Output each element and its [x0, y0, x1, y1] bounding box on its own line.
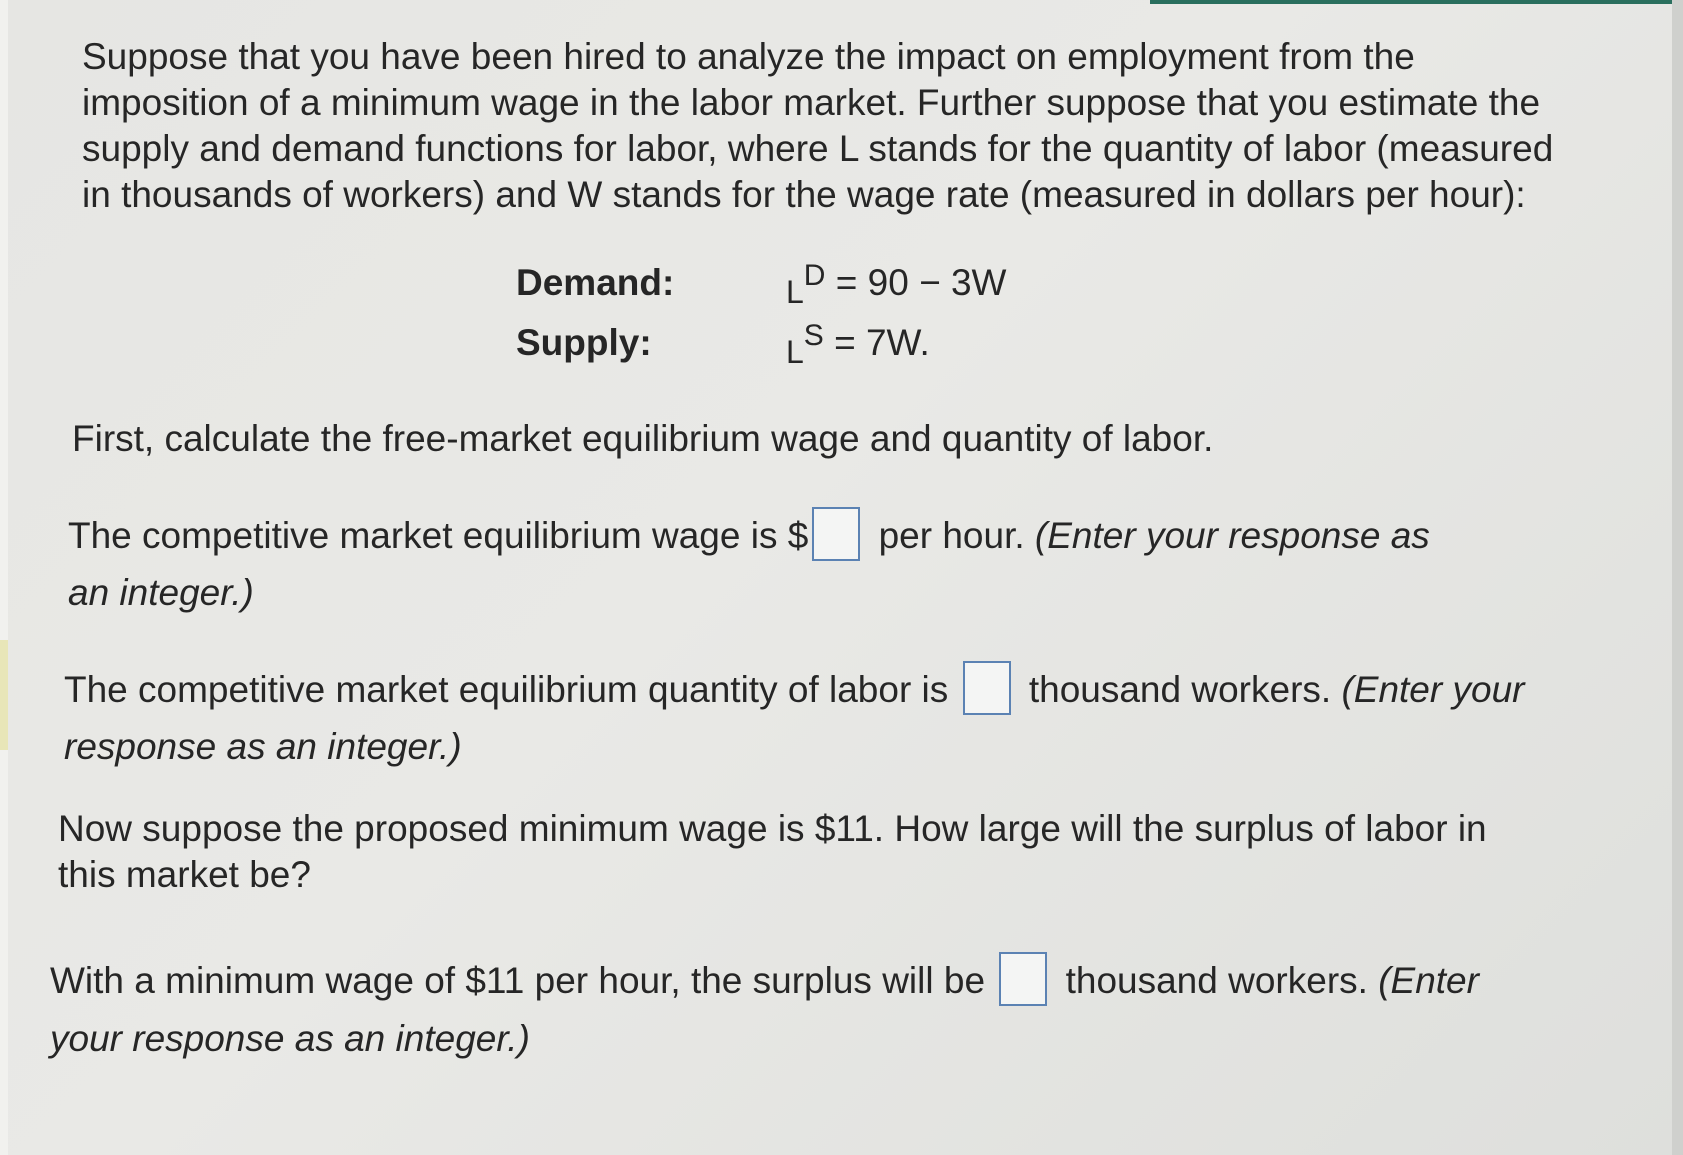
q1-line-1 — [68, 508, 1430, 565]
supply-rhs: = 7W. — [823, 322, 930, 363]
q3-line-1 — [50, 952, 1479, 1010]
intro-line-3: supply and demand functions for labor, where L stands for the quantity of labor (measured — [82, 128, 1554, 169]
left-edge-highlight — [0, 640, 8, 750]
q3-hint-continued: your response as an integer.) — [50, 1018, 530, 1060]
q1-text-before: The competitive market equilibrium wage is $ — [68, 515, 809, 556]
intro-line-4: in thousands of workers) and W stands for the wage rate (measured in dollars per hour): — [82, 174, 1526, 215]
instruction-first: First, calculate the free-market equilibrium wage and quantity of labor. — [72, 418, 1214, 459]
demand-var: L — [786, 274, 804, 310]
q2-text-after: thousand workers. — [1018, 669, 1342, 710]
supply-superscript: S — [803, 319, 824, 352]
q3-text-before: With a minimum wage of $11 per hour, the surplus will be — [50, 960, 996, 1001]
right-edge — [1672, 0, 1683, 1155]
demand-superscript: D — [803, 259, 826, 292]
top-accent-bar — [1150, 0, 1683, 4]
demand-label: Demand: — [516, 262, 675, 303]
question-labor-surplus — [50, 952, 1479, 1068]
problem-intro — [82, 34, 1553, 218]
supply-label: Supply: — [516, 322, 652, 363]
q2-hint: (Enter your — [1341, 669, 1525, 710]
left-edge — [0, 0, 8, 1155]
intro-line-2: imposition of a minimum wage in the labor market. Further suppose that you estimate the — [82, 82, 1541, 123]
question-equilibrium-quantity — [64, 662, 1524, 775]
q1-hint: (Enter your response as — [1034, 515, 1430, 556]
q1-text-after: per hour. — [868, 515, 1035, 556]
instruction-minimum-wage — [58, 806, 1487, 898]
q1-hint-continued: an integer.) — [68, 572, 254, 614]
question-equilibrium-wage — [68, 508, 1430, 621]
q3-text-after: thousand workers. — [1055, 960, 1379, 1001]
q2-hint-continued: response as an integer.) — [64, 726, 462, 768]
demand-formula — [786, 259, 1007, 310]
equilibrium-quantity-input[interactable] — [963, 661, 1011, 715]
min-wage-line-1: Now suppose the proposed minimum wage is $11. How large will the surplus of labor in — [58, 808, 1487, 849]
intro-line-1: Suppose that you have been hired to analyze the impact on employment from the — [82, 36, 1415, 77]
q2-line-1 — [64, 662, 1524, 719]
equilibrium-wage-input[interactable] — [812, 507, 860, 561]
q2-text-before: The competitive market equilibrium quantity of labor is — [64, 669, 959, 710]
demand-rhs: = 90 − 3W — [825, 262, 1007, 303]
min-wage-line-2: this market be? — [58, 854, 311, 895]
labor-surplus-input[interactable] — [999, 952, 1047, 1006]
supply-var: L — [786, 334, 804, 370]
q3-hint: (Enter — [1378, 960, 1479, 1001]
supply-formula — [786, 319, 930, 370]
